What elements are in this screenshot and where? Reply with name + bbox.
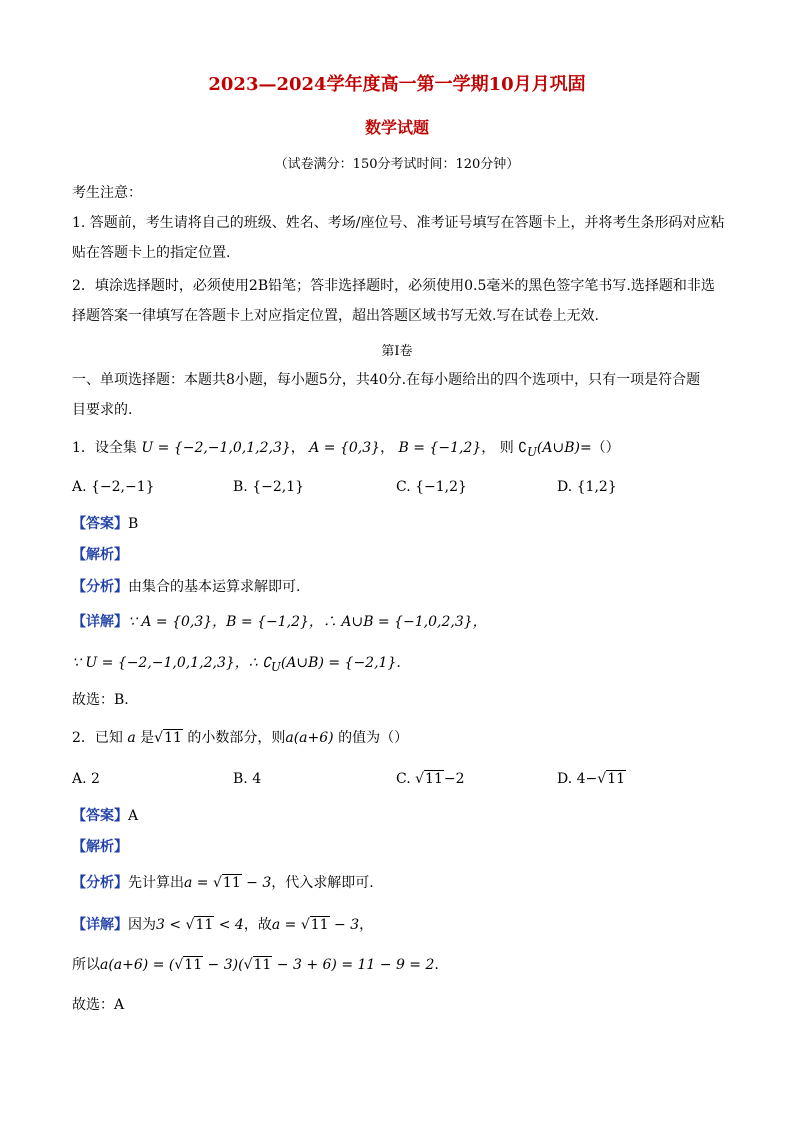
fenxi-radicand: 11 xyxy=(222,875,241,891)
option-letter: C. xyxy=(396,771,411,787)
option-value: {1,2} xyxy=(576,479,617,495)
question-1-prefix: 1．设全集 xyxy=(72,440,137,456)
question-1-answer xyxy=(72,514,138,534)
option-value: {−2,1} xyxy=(252,479,305,495)
option-value: 4 xyxy=(252,771,262,787)
so-radicand-1: 11 xyxy=(184,957,203,973)
notice-item-1-line-1: 1. 答题前，考生请将自己的班级、姓名、考场/座位号、准考证号填写在答题卡上，并将考生条形码对应粘 xyxy=(72,215,725,231)
answer-tag: 【答案】 xyxy=(72,516,128,532)
option-value: 2 xyxy=(91,771,100,787)
question-2-var-a: a xyxy=(127,730,136,746)
question-1-universal-set: U = {−2,−1,0,1,2,3} xyxy=(141,440,291,456)
answer-tag: 【答案】 xyxy=(72,808,128,824)
sqrt-icon: √ xyxy=(597,771,607,787)
xiangjie-line-1: ∵ A = {0,3}，B = {−1,2}，∴ A∪B = {−1,0,2,3}， xyxy=(128,614,487,630)
fenxi-pre: 先计算出 xyxy=(128,875,184,891)
question-2-jiexi xyxy=(72,837,128,857)
option-letter: C. xyxy=(396,479,411,495)
option-head: 4− xyxy=(576,771,598,787)
question-2-expr: a(a+6) xyxy=(285,730,334,746)
question-2-fenxi xyxy=(72,873,374,893)
fenxi-post: ，代入求解即可. xyxy=(271,875,374,891)
question-2-answer xyxy=(72,806,138,826)
question-1-stem: 1．设全集 U = {−2,−1,0,1,2,3}， A = {0,3}， B = {−1,2}， 则 $∁_U(A\cup B)=()$ xyxy=(72,440,620,459)
question-2-tail: 的值为（） xyxy=(333,730,409,746)
question-2-option-c xyxy=(396,769,465,789)
sqrt-icon: √ xyxy=(415,771,425,787)
fenxi-tag: 【分析】 xyxy=(72,579,128,595)
option-letter: B. xyxy=(233,479,248,495)
question-1-ask-tail: =（） xyxy=(579,440,620,456)
question-2-so-line xyxy=(72,955,439,975)
option-value: {−2,−1} xyxy=(91,479,155,495)
xiangjie-ineq-a: 3 < xyxy=(156,917,186,933)
jiexi-tag: 【解析】 xyxy=(72,839,128,855)
so-expr-1: a(a+6) = ( xyxy=(100,957,175,973)
answer-value: A xyxy=(128,808,139,824)
xiangjie-line-2-part-a: ∵ U = {−2,−1,0,1,2,3}，∴ ∁ xyxy=(72,655,272,671)
question-2-xiangjie xyxy=(72,915,373,935)
question-2-is: 是 xyxy=(135,730,155,746)
notice-item-2-line-2: 择题答案一律填写在答题卡上对应指定位置，超出答题区域书写无效.写在试卷上无效. xyxy=(72,308,599,324)
question-1-xiangjie-line-2 xyxy=(72,653,401,677)
sqrt-icon: √ xyxy=(243,957,253,973)
notice-item-1-line-2: 贴在答题卡上的指定位置. xyxy=(72,245,231,261)
option-tail: −2 xyxy=(443,771,465,787)
sqrt-icon: √ xyxy=(185,917,195,933)
xiangjie-tag: 【详解】 xyxy=(72,917,128,933)
question-2-radicand: 11 xyxy=(164,730,182,746)
option-radicand: 11 xyxy=(607,771,626,787)
option-letter: A. xyxy=(72,771,87,787)
xiangjie-line-2-sub: U xyxy=(271,659,281,674)
xiangjie-ineq-b: < 4 xyxy=(214,917,244,933)
question-1-ask: 则 ∁ xyxy=(499,440,528,456)
option-radicand: 11 xyxy=(425,771,443,787)
question-1-conclusion: 故选：B. xyxy=(72,692,129,708)
question-1-xiangjie xyxy=(72,612,487,632)
option-value: {−1,2} xyxy=(415,479,467,495)
sqrt-icon: √ xyxy=(212,875,222,891)
question-2-stem xyxy=(72,728,408,748)
question-2-option-a xyxy=(72,769,100,789)
fenxi-text: 由集合的基本运算求解即可. xyxy=(128,579,301,595)
question-2-conclusion: 故选：A xyxy=(72,997,125,1013)
so-expr-3: − 3 + 6) = 11 − 9 = 2 xyxy=(272,957,435,973)
sqrt-icon: √ xyxy=(174,957,184,973)
answer-value: B xyxy=(128,516,139,532)
question-1-option-d xyxy=(557,477,617,497)
sqrt-icon: √ xyxy=(154,730,164,746)
fenxi-expr-b: − 3 xyxy=(241,875,272,891)
sqrt-icon: √ xyxy=(300,917,310,933)
notice-heading: 考生注意： xyxy=(72,185,142,201)
xiangjie-tag: 【详解】 xyxy=(72,614,128,630)
question-1-set-a: A = {0,3} xyxy=(309,440,381,456)
xiangjie-res-b: − 3 xyxy=(329,917,360,933)
fenxi-expr-a: a = xyxy=(184,875,213,891)
xiangjie-res-a: a = xyxy=(271,917,301,933)
question-1-option-b xyxy=(233,477,304,497)
question-2-mid: 的小数部分，则 xyxy=(182,730,286,746)
so-radicand-2: 11 xyxy=(253,957,272,973)
question-2-prefix: 2．已知 xyxy=(72,730,128,746)
xiangjie-radicand-2: 11 xyxy=(310,917,329,933)
notice-item-2-line-1: 2．填涂选择题时，必须使用2B铅笔；答非选择题时，必须使用0.5毫米的黑色签字笔书写.选择题和非选 xyxy=(72,278,715,294)
section-heading-line-2: 目要求的. xyxy=(72,402,133,418)
option-letter: D. xyxy=(557,771,573,787)
question-1-option-c xyxy=(396,477,467,497)
so-pre: 所以 xyxy=(72,957,100,973)
fenxi-tag: 【分析】 xyxy=(72,875,128,891)
exam-subtitle: 数学试题 xyxy=(364,118,429,137)
question-1-fenxi xyxy=(72,577,300,597)
so-end: . xyxy=(434,957,439,973)
question-2-option-b xyxy=(233,769,261,789)
xiangjie-line-2-part-b: (A∪B) = {−2,1}. xyxy=(280,655,401,671)
question-1-jiexi xyxy=(72,545,128,565)
question-1-set-b: B = {−1,2} xyxy=(398,440,482,456)
exam-note: （试卷满分：150分考试时间：120分钟） xyxy=(274,157,520,172)
question-1-option-a xyxy=(72,477,155,497)
xiangjie-radicand: 11 xyxy=(195,917,214,933)
option-letter: B. xyxy=(233,771,248,787)
question-2-option-d xyxy=(557,769,626,789)
xiangjie-mid: ，故 xyxy=(243,917,272,933)
xiangjie-pre: 因为 xyxy=(128,917,156,933)
so-expr-2: − 3)( xyxy=(203,957,244,973)
xiangjie-end: ， xyxy=(359,917,374,933)
exam-title: 2023—2024学年度高一第一学期10月月巩固 xyxy=(208,74,586,95)
volume-label: 第Ⅰ卷 xyxy=(381,344,413,359)
option-letter: D. xyxy=(557,479,573,495)
question-1-ask-expr: (A∪B) xyxy=(536,440,580,456)
question-1-ask-sub: U xyxy=(527,444,537,459)
option-letter: A. xyxy=(72,479,87,495)
section-heading-line-1: 一、单项选择题：本题共8小题，每小题5分，共40分.在每小题给出的四个选项中，只有一项是符合题 xyxy=(72,372,701,388)
jiexi-tag: 【解析】 xyxy=(72,547,128,563)
